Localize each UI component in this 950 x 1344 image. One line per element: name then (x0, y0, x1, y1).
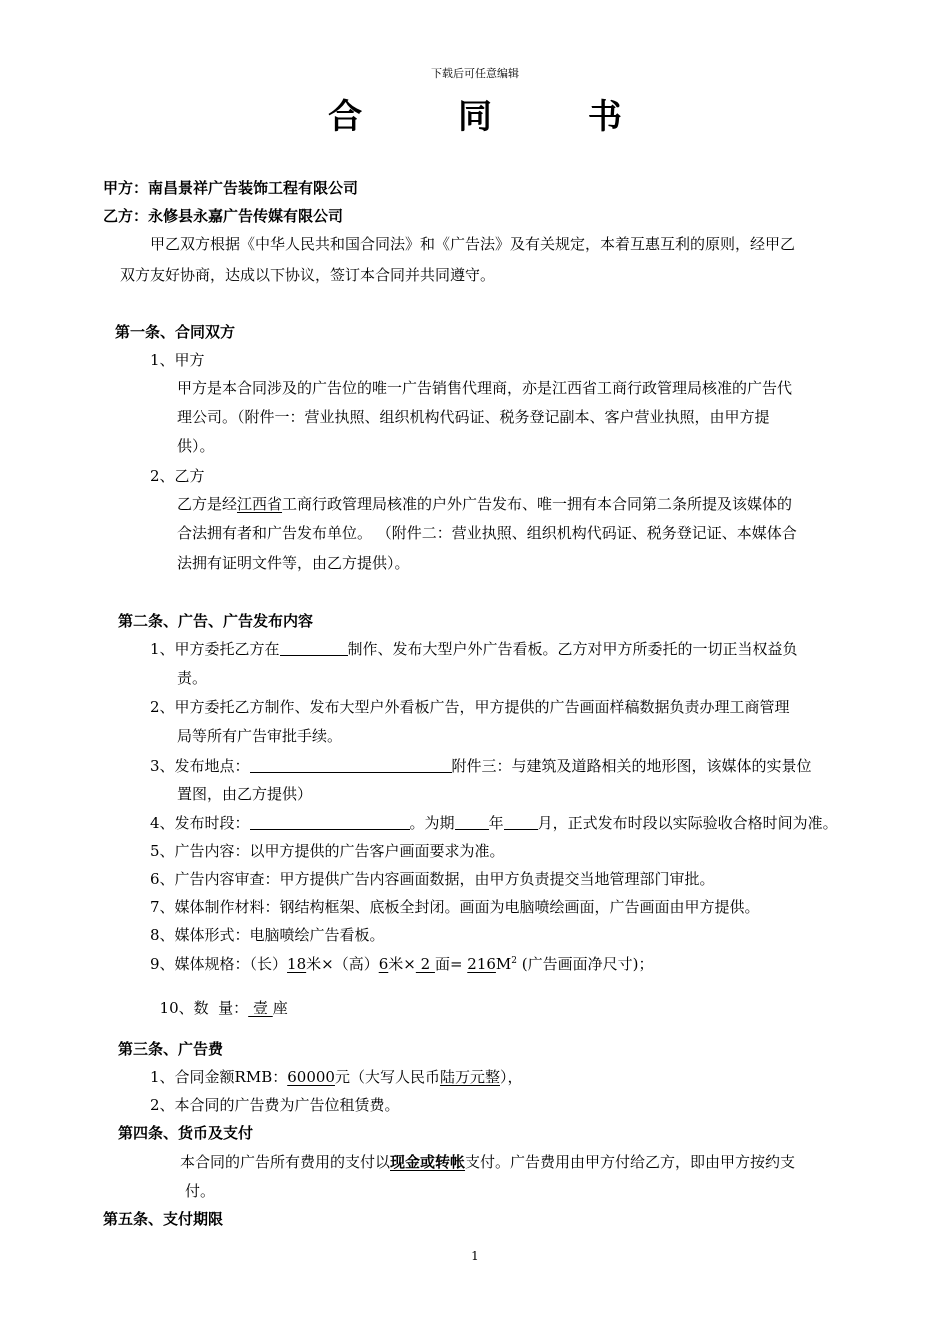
text-segment: 座 (272, 999, 288, 1017)
party-b: 乙方：永修县永嘉广告传媒有限公司 (103, 207, 344, 225)
underlined-province: 江西省 (237, 495, 283, 513)
article-1-item-1-line-1: 甲方是本合同涉及的广告位的唯一广告销售代理商，亦是江西省工商行政管理局核准的广告代 (177, 379, 793, 397)
article-2-item-7: 7、媒体制作材料：钢结构框架、底板全封闭。画面为电脑喷绘画面，广告画面由甲方提供。 (150, 898, 760, 916)
article-1-item-2-line-2: 合法拥有者和广告发布单位。 （附件二：营业执照、组织机构代码证、税务登记证、本媒体合 (177, 524, 797, 542)
article-5-heading: 第五条、支付期限 (103, 1210, 224, 1228)
article-2-item-4 (150, 815, 838, 831)
article-3-item-2: 2、本合同的广告费为广告位租赁费。 (150, 1096, 400, 1114)
text-segment: 元（大写人民币 (334, 1068, 440, 1086)
article-2-item-2: 2、甲方委托乙方制作、发布大型户外看板广告，甲方提供的广告画面样稿数据负责办理工商管理 (150, 698, 790, 716)
text-segment: 1、合同金额RMB： (150, 1068, 288, 1086)
length-value: 18 (287, 955, 307, 973)
article-1-item-2-label: 2、乙方 (150, 467, 205, 485)
height-value: 6 (378, 955, 389, 973)
intro-line-2: 双方友好协商，达成以下协议，签订本合同并共同遵守。 (120, 266, 496, 284)
text-segment: 3、发布地点： (150, 757, 250, 775)
article-1-heading: 第一条、合同双方 (115, 323, 236, 341)
article-2-item-1-cont: 责。 (177, 669, 208, 687)
document-title: 合 同 书 (328, 97, 664, 137)
article-1-item-1-line-2: 理公司。（附件一：营业执照、组织机构代码证、税务登记副本、客户营业执照，由甲方提 (177, 408, 770, 426)
article-2-item-8: 8、媒体形式：电脑喷绘广告看板。 (150, 926, 385, 944)
article-2-item-3 (150, 758, 812, 774)
text-segment: ）， (499, 1068, 523, 1086)
article-1-item-1-label: 1、甲方 (150, 351, 205, 369)
article-4-line-1 (180, 1155, 795, 1170)
text-segment: 附件三：与建筑及道路相关的地形图，该媒体的实景位 (451, 757, 812, 775)
article-2-item-10 (150, 986, 288, 1016)
area-value: 216 (467, 955, 496, 973)
payment-method: 现金或转帐 (390, 1153, 466, 1171)
article-3-item-1 (150, 1070, 523, 1085)
article-2-heading: 第二条、广告、广告发布内容 (118, 612, 314, 630)
contract-amount-uppercase: 陆万元整 (439, 1068, 500, 1086)
text-segment: 面= (434, 955, 468, 973)
text-segment: (广告画面净尺寸)； (517, 955, 654, 973)
text-segment: 月，正式发布时段以实际验收合格时间为准。 (537, 814, 838, 832)
article-2-item-3-cont: 置图，由乙方提供） (177, 785, 313, 803)
article-1-item-2-line-1 (177, 497, 792, 512)
faces-value: 2 (415, 955, 435, 973)
blank-years[interactable] (455, 815, 489, 830)
text-segment: 年 (488, 814, 504, 832)
article-1-item-2-line-3: 法拥有证明文件等，由乙方提供）。 (177, 554, 410, 572)
article-2-item-9 (150, 957, 654, 972)
quantity-value: 壹 (248, 999, 273, 1017)
article-4-heading: 第四条、货币及支付 (118, 1124, 254, 1142)
blank-location-field[interactable] (280, 641, 348, 656)
text-segment: 乙方是经 (177, 495, 238, 513)
party-a: 甲方：南昌景祥广告装饰工程有限公司 (103, 179, 359, 197)
text-segment: 4、发布时段： (150, 814, 250, 832)
article-1-item-1-line-3: 供）。 (177, 437, 215, 455)
page-number: 1 (471, 1249, 479, 1263)
header-note: 下载后可任意编辑 (431, 67, 519, 80)
text-segment: 米× (388, 955, 416, 973)
contract-amount: 60000 (287, 1068, 335, 1086)
area-unit: M (495, 955, 512, 973)
text-segment: 制作、发布大型户外广告看板。乙方对甲方所委托的一切正当权益负 (347, 640, 798, 658)
text-segment: 10、数 量： (159, 999, 249, 1017)
article-3-heading: 第三条、广告费 (118, 1040, 224, 1058)
text-segment: 本合同的广告所有费用的支付以 (180, 1153, 391, 1171)
text-segment: 1、甲方委托乙方在 (150, 640, 280, 658)
article-2-item-5: 5、广告内容：以甲方提供的广告客户画面要求为准。 (150, 842, 505, 860)
article-4-line-2: 付。 (185, 1182, 216, 1200)
area-unit-superscript: 2 (511, 956, 518, 966)
blank-publish-period[interactable] (250, 815, 410, 830)
text-segment: 米×（高） (306, 955, 379, 973)
article-2-item-2-cont: 局等所有广告审批手续。 (177, 727, 343, 745)
text-segment: 工商行政管理局核准的户外广告发布、唯一拥有本合同第二条所提及该媒体的 (282, 495, 793, 513)
blank-months[interactable] (504, 815, 538, 830)
text-segment: 支付。广告费用由甲方付给乙方，即由甲方按约支 (465, 1153, 796, 1171)
text-segment: 9、媒体规格：（长） (150, 955, 288, 973)
text-segment: 。为期 (409, 814, 455, 832)
article-2-item-1 (150, 641, 798, 657)
blank-publish-location[interactable] (250, 758, 452, 773)
article-2-item-6: 6、广告内容审查：甲方提供广告内容画面数据，由甲方负责提交当地管理部门审批。 (150, 870, 715, 888)
intro-line-1: 甲乙双方根据《中华人民共和国合同法》和《广告法》及有关规定，本着互惠互利的原则，经甲乙 (150, 235, 796, 253)
